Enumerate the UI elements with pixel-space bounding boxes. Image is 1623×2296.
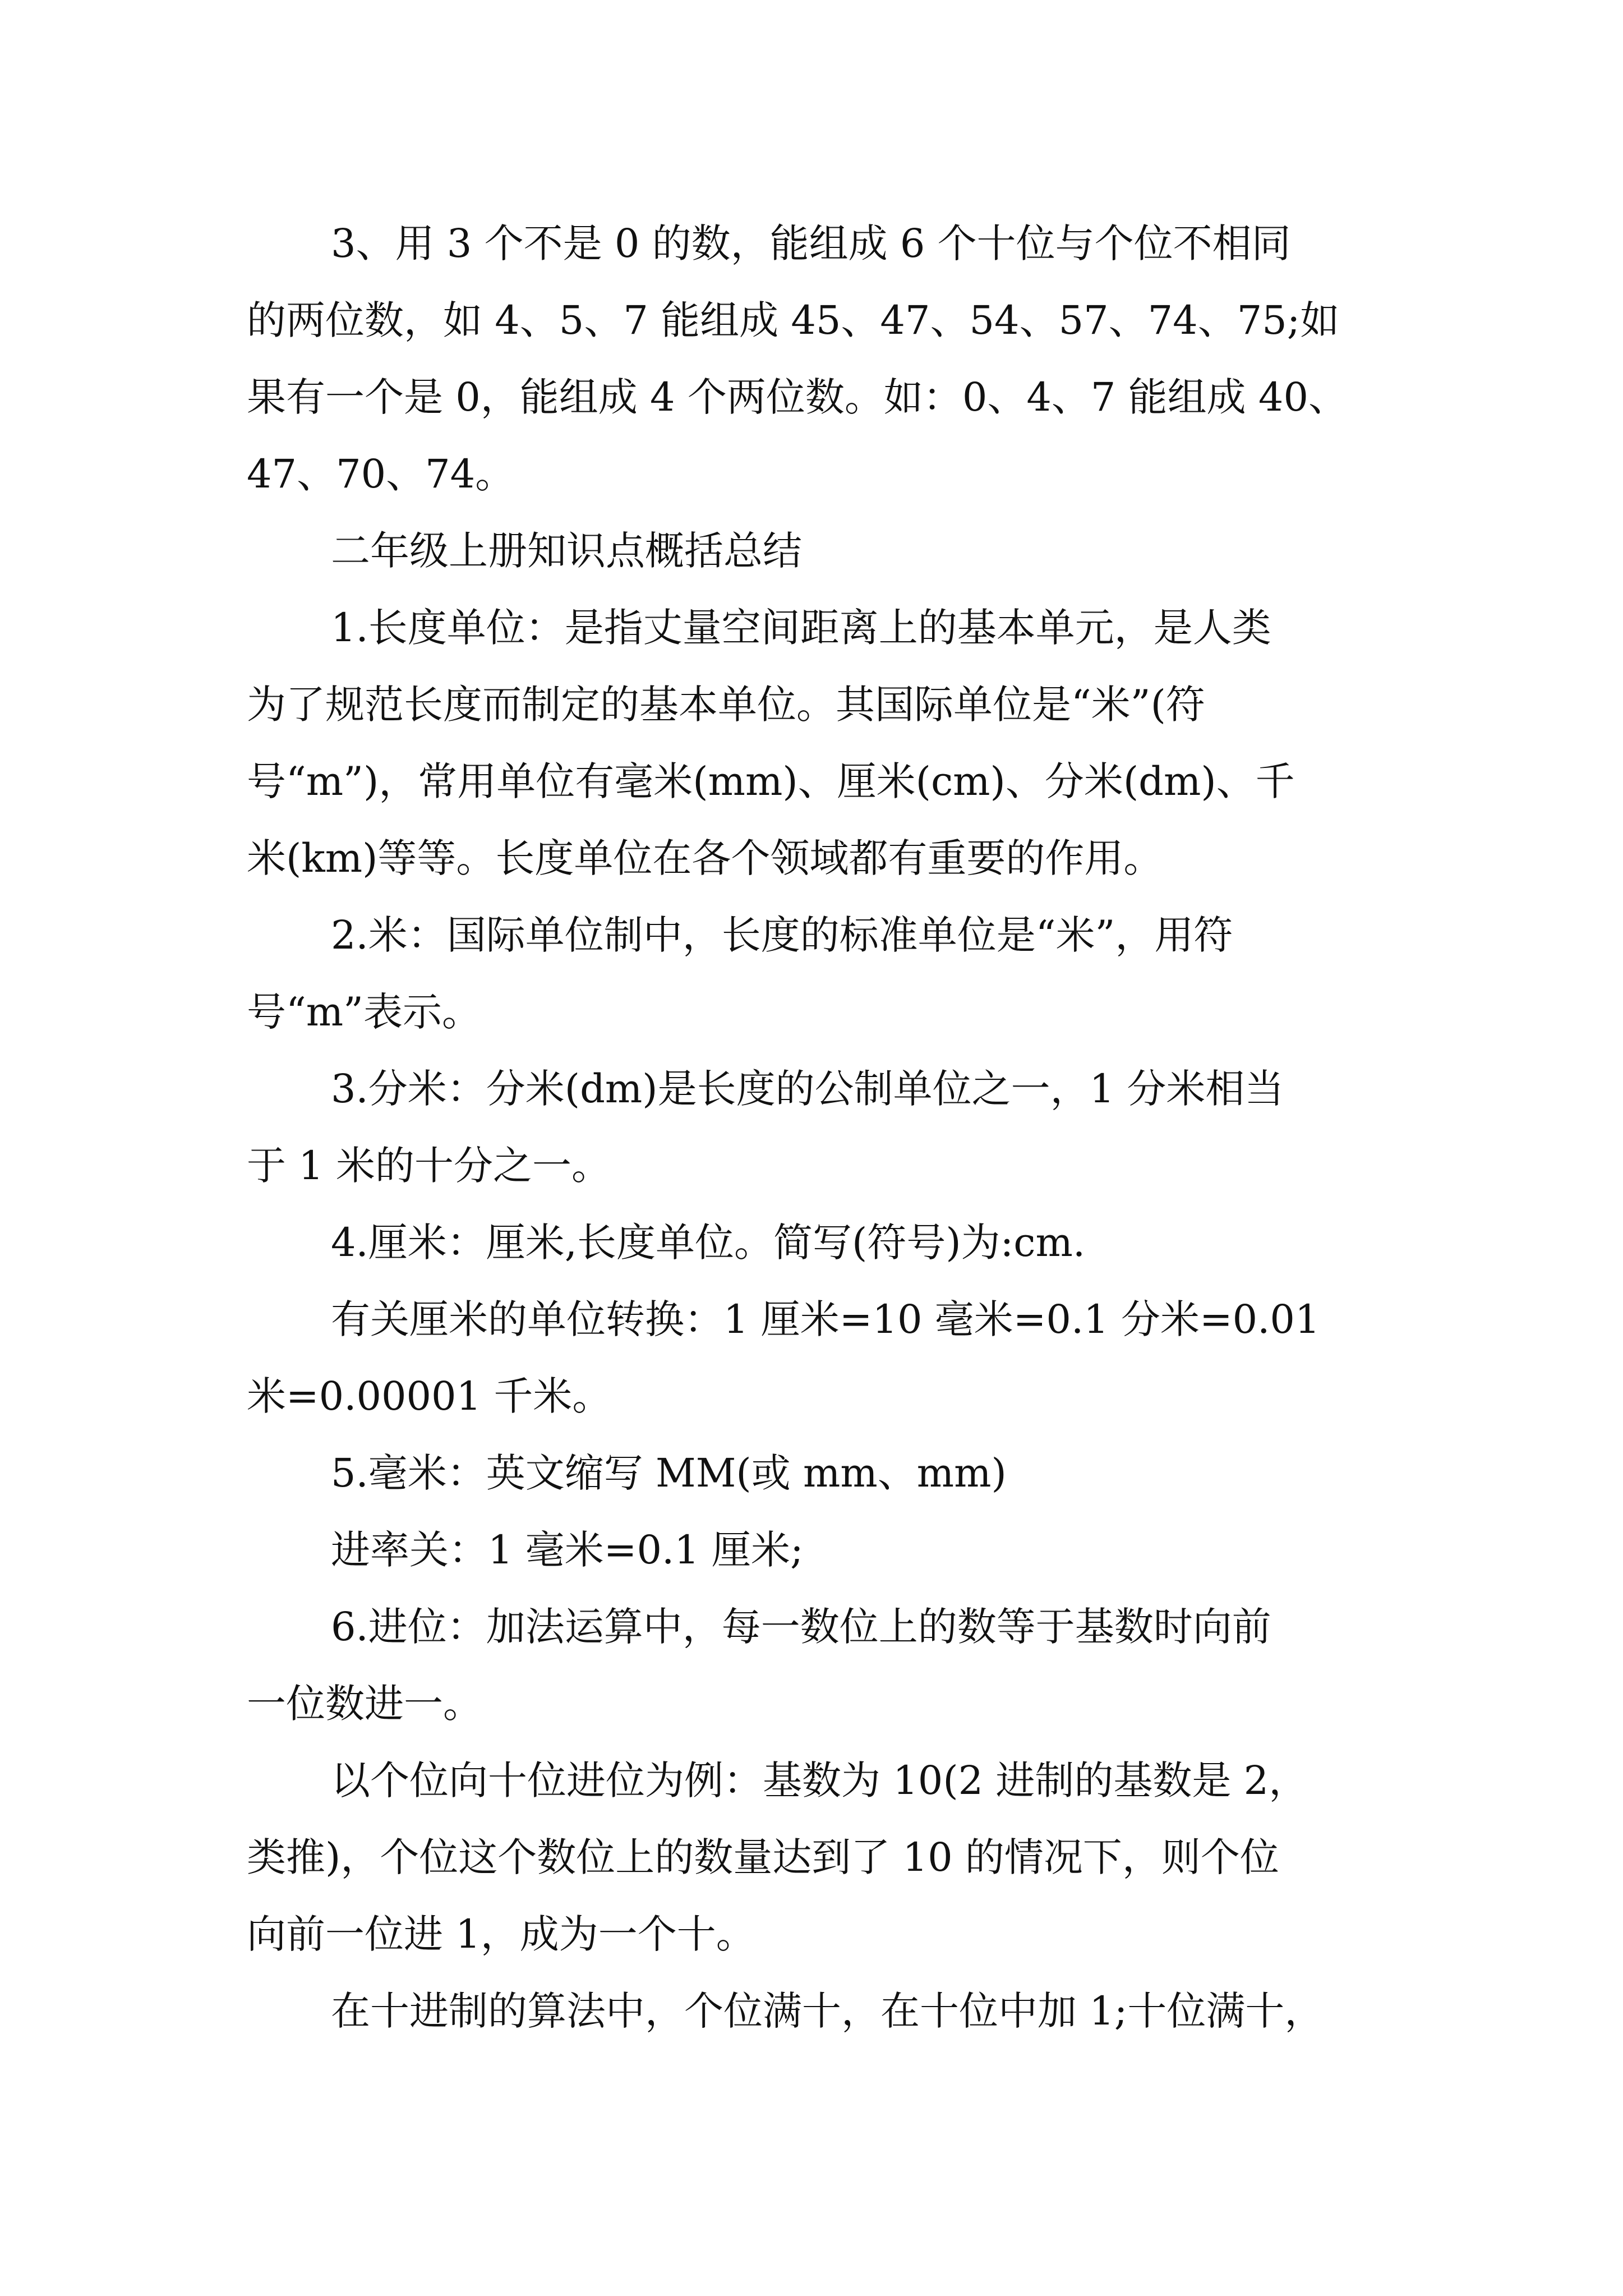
paragraph-line: 为了规范长度而制定的基本单位。其国际单位是“米”(符 xyxy=(247,682,1205,728)
paragraph-line: 于 1 米的十分之一。 xyxy=(247,1143,611,1189)
paragraph-line: 米(km)等等。长度单位在各个领域都有重要的作用。 xyxy=(247,835,1163,881)
paragraph-line: 的两位数，如 4、5、7 能组成 45、47、54、57、74、75;如 xyxy=(247,297,1340,343)
paragraph-line: 3、用 3 个不是 0 的数，能组成 6 个十位与个位不相同 xyxy=(331,220,1291,266)
section-heading: 二年级上册知识点概括总结 xyxy=(331,528,802,574)
paragraph-line: 米=0.00001 千米。 xyxy=(247,1373,612,1419)
paragraph-line: 6.进位：加法运算中，每一数位上的数等于基数时向前 xyxy=(331,1604,1271,1650)
paragraph-line: 在十进制的算法中，个位满十，在十位中加 1;十位满十， xyxy=(331,1988,1324,2034)
paragraph-line: 进率关：1 毫米=0.1 厘米; xyxy=(331,1527,804,1573)
paragraph-line: 类推)，个位这个数位上的数量达到了 10 的情况下，则个位 xyxy=(247,1834,1279,1880)
paragraph-line: 5.毫米：英文缩写 MM(或 mm、mm) xyxy=(331,1450,1007,1496)
paragraph-line: 以个位向十位进位为例：基数为 10(2 进制的基数是 2， xyxy=(331,1757,1308,1803)
paragraph-line: 号“m”)，常用单位有毫米(mm)、厘米(cm)、分米(dm)、千 xyxy=(247,758,1295,804)
paragraph-line: 果有一个是 0，能组成 4 个两位数。如：0、4、7 能组成 40、 xyxy=(247,374,1348,420)
paragraph-line: 1.长度单位：是指丈量空间距离上的基本单元，是人类 xyxy=(331,605,1271,651)
paragraph-line: 2.米：国际单位制中，长度的标准单位是“米”，用符 xyxy=(331,912,1233,958)
paragraph-line: 3.分米：分米(dm)是长度的公制单位之一，1 分米相当 xyxy=(331,1066,1284,1112)
paragraph-line: 号“m”表示。 xyxy=(247,989,481,1035)
paragraph-line: 4.厘米：厘米,长度单位。简写(符号)为:cm. xyxy=(331,1220,1086,1266)
paragraph-line: 向前一位进 1，成为一个十。 xyxy=(247,1911,755,1957)
paragraph-line: 有关厘米的单位转换：1 厘米=10 毫米=0.1 分米=0.01 xyxy=(331,1296,1320,1342)
paragraph-line: 一位数进一。 xyxy=(247,1681,482,1727)
paragraph-line: 47、70、74。 xyxy=(247,451,515,497)
